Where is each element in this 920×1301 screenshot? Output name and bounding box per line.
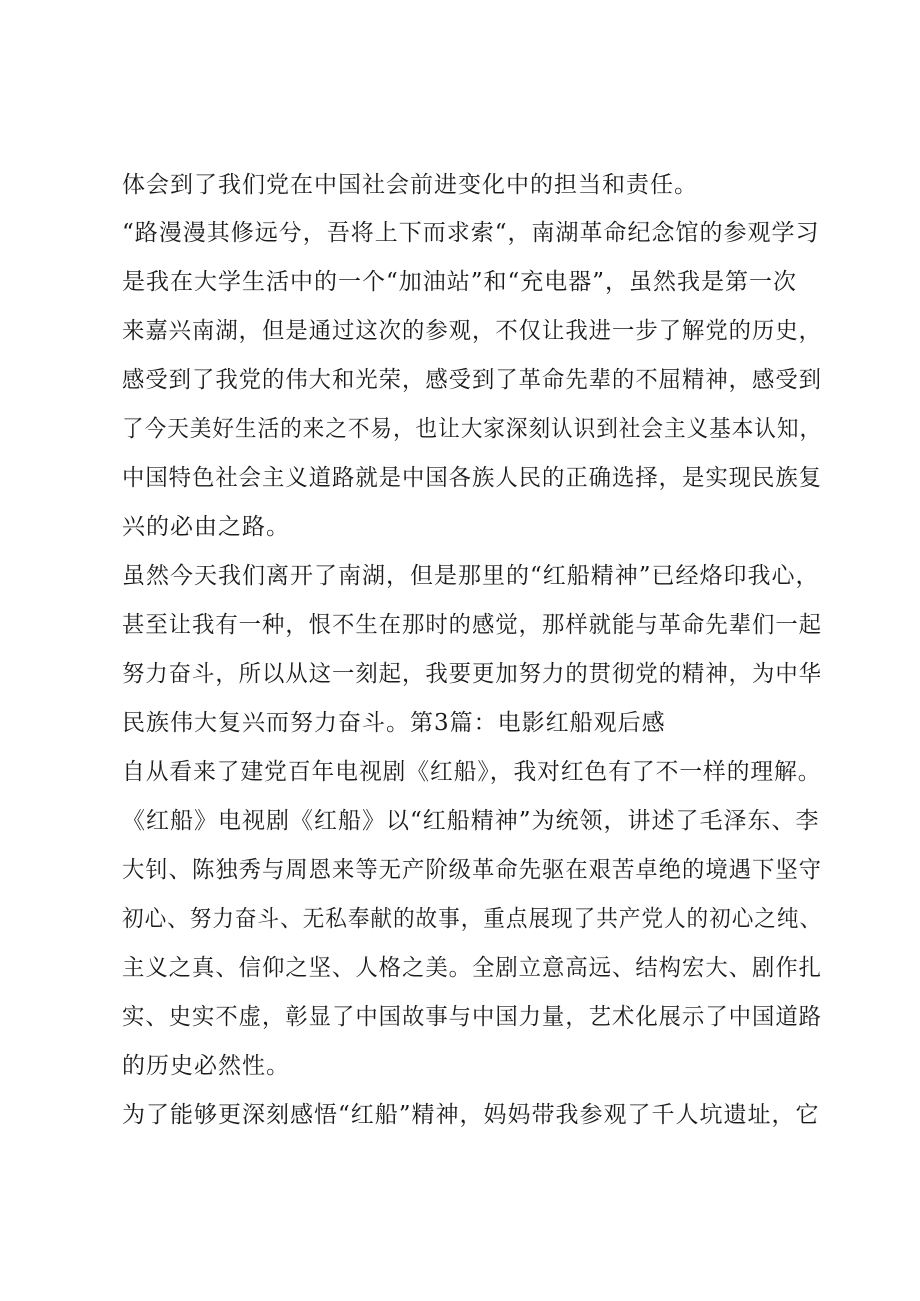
text-line: 甚至让我有一种，恨不生在那时的感觉，那样就能与革命先辈们一起 — [122, 612, 822, 638]
text-line: 虽然今天我们离开了南湖，但是那里的“红船精神”已经烙印我心， — [122, 563, 820, 589]
text-line: 的历史必然性。 — [122, 1053, 290, 1079]
text-line: 自从看来了建党百年电视剧《红船》，我对红色有了不一样的理解。 — [122, 759, 822, 785]
text-line: 兴的必由之路。 — [122, 514, 290, 540]
text-line: 《红船》电视剧《红船》以“红船精神”为统领，讲述了毛泽东、李 — [122, 808, 820, 834]
text-line: 来嘉兴南湖，但是通过这次的参观，不仅让我进一步了解党的历史， — [122, 318, 822, 344]
text-line: 体会到了我们党在中国社会前进变化中的担当和责任。 — [122, 172, 698, 198]
text-line: 主义之真、信仰之坚、人格之美。全剧立意高远、结构宏大、剧作扎 — [122, 955, 822, 981]
text-line: “路漫漫其修远兮，吾将上下而求索“，南湖革命纪念馆的参观学习 — [122, 220, 820, 246]
text-line: 了今天美好生活的来之不易，也让大家深刻认识到社会主义基本认知， — [122, 416, 823, 442]
text-line: 中国特色社会主义道路就是中国各族人民的正确选择，是实现民族复 — [122, 465, 822, 491]
text-line: 努力奋斗，所以从这一刻起，我要更加努力的贯彻党的精神，为中华 — [122, 661, 822, 687]
text-line: 为了能够更深刻感悟“红船”精神，妈妈带我参观了千人坑遗址，它 — [122, 1102, 820, 1128]
text-line: 大钊、陈独秀与周恩来等无产阶级革命先驱在艰苦卓绝的境遇下坚守 — [122, 857, 822, 883]
text-line: 初心、努力奋斗、无私奉献的故事，重点展现了共产党人的初心之纯、 — [122, 906, 823, 932]
text-line: 是我在大学生活中的一个“加油站”和“充电器”，虽然我是第一次 — [122, 269, 798, 295]
text-line: 感受到了我党的伟大和光荣，感受到了革命先辈的不屈精神，感受到 — [122, 367, 822, 393]
text-line: 实、史实不虚，彰显了中国故事与中国力量，艺术化展示了中国道路 — [122, 1004, 822, 1030]
text-line: 民族伟大复兴而努力奋斗。第3篇：电影红船观后感 — [122, 710, 666, 736]
